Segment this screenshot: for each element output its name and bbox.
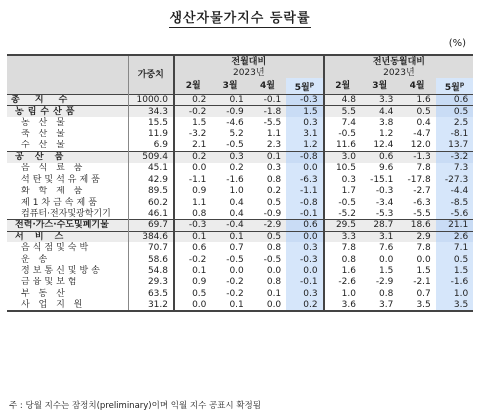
yoy-value-cell: 0.8: [379, 288, 394, 299]
mom-value-cell: 0.5: [249, 231, 286, 242]
table-row: [7, 197, 473, 208]
yoy-value-cell: 7.3: [436, 163, 473, 174]
yoy-value-cell: 1.5: [379, 265, 394, 276]
header-mom-group: 전월대비: [174, 55, 324, 67]
yoy-value-cell: 3.0: [324, 151, 361, 162]
mom-month-header: 5월$^p$: [286, 78, 323, 94]
yoy-value-cell: 1.7: [341, 186, 356, 197]
yoy-value-cell: 5.5: [324, 106, 361, 117]
mom-value-cell: 0.0: [266, 299, 282, 310]
yoy-value-cell: 18.6: [398, 220, 435, 231]
table-row: [7, 174, 473, 185]
mom-value-cell: 0.1: [211, 231, 248, 242]
row-label: 컴퓨터·전자및광학기기: [7, 208, 128, 219]
ppi-table: [7, 54, 473, 312]
row-label: 금융및보험: [7, 277, 128, 288]
mom-value-cell: 0.3: [266, 163, 282, 174]
mom-value-cell: -0.4: [211, 220, 248, 231]
mom-month-header: 4월: [249, 78, 286, 94]
yoy-month-header: 5월$^p$: [436, 78, 473, 94]
yoy-value-cell: 0.0: [379, 254, 394, 265]
mom-value-cell: 0.6: [286, 220, 323, 231]
table-row: [7, 106, 473, 117]
row-label: 농림수산품: [7, 106, 128, 117]
row-label: 정보통신및방송: [7, 265, 128, 276]
mom-value-cell: 0.2: [229, 163, 244, 174]
weight-cell: 58.6: [128, 254, 174, 265]
weight-cell: 6.9: [128, 140, 174, 151]
yoy-value-cell: -4.7: [413, 129, 431, 140]
yoy-value-cell: 3.6: [341, 299, 356, 310]
mom-value-cell: -0.8: [286, 151, 323, 162]
row-label: 석탄및석유제품: [7, 174, 128, 185]
yoy-value-cell: -2.1: [413, 277, 431, 288]
weight-cell: 54.8: [128, 265, 174, 276]
mom-month-header: 2월: [174, 78, 211, 94]
table-row: [7, 163, 473, 174]
yoy-value-cell: 3.1: [361, 231, 398, 242]
yoy-value-cell: 4.8: [324, 94, 361, 105]
mom-value-cell: -5.5: [263, 117, 282, 128]
yoy-value-cell: -4.4: [436, 186, 473, 197]
yoy-value-cell: 10.5: [335, 163, 356, 174]
yoy-value-cell: 3.8: [379, 117, 394, 128]
weight-cell: 509.4: [128, 151, 174, 162]
mom-value-cell: -1.8: [249, 106, 286, 117]
row-label: 제1차금속제품: [7, 197, 128, 208]
mom-value-cell: 0.2: [266, 186, 282, 197]
weight-cell: 15.5: [128, 117, 174, 128]
yoy-value-cell: 1.5: [416, 265, 431, 276]
mom-value-cell: -0.8: [286, 197, 323, 208]
header-blank: [7, 55, 128, 94]
yoy-value-cell: 7.8: [416, 243, 431, 254]
row-label: 사 업 지 원: [7, 299, 128, 310]
mom-value-cell: 0.2: [174, 94, 211, 105]
yoy-value-cell: 1.2: [379, 129, 394, 140]
mom-value-cell: -1.1: [286, 186, 323, 197]
yoy-value-cell: -0.5: [338, 197, 356, 208]
weight-cell: 384.6: [128, 231, 174, 242]
mom-value-cell: 0.5: [266, 197, 282, 208]
mom-value-cell: 0.8: [192, 208, 207, 219]
yoy-value-cell: 13.7: [436, 140, 473, 151]
yoy-value-cell: -5.6: [436, 208, 473, 219]
yoy-value-cell: -1.6: [436, 277, 473, 288]
table-row: [7, 94, 473, 105]
row-label: 전력·가스·수도및폐기물: [7, 220, 128, 231]
mom-value-cell: 0.1: [266, 288, 282, 299]
weight-cell: 42.9: [128, 174, 174, 185]
mom-value-cell: 0.9: [192, 277, 207, 288]
mom-value-cell: 0.1: [192, 265, 207, 276]
mom-value-cell: 2.1: [192, 140, 207, 151]
mom-value-cell: -6.3: [286, 174, 323, 185]
yoy-value-cell: -8.1: [436, 129, 473, 140]
header-yoy-group: 전년동월대비: [324, 55, 474, 67]
yoy-value-cell: 4.4: [361, 106, 398, 117]
table-row: [7, 265, 473, 276]
yoy-value-cell: 0.4: [416, 117, 431, 128]
yoy-value-cell: -2.9: [375, 277, 394, 288]
yoy-value-cell: 0.6: [361, 151, 398, 162]
mom-value-cell: 0.7: [229, 243, 244, 254]
table-row: [7, 254, 473, 265]
mom-value-cell: -1.6: [226, 174, 244, 185]
mom-value-cell: 1.1: [192, 197, 207, 208]
yoy-value-cell: 0.7: [416, 288, 431, 299]
table-row: [7, 186, 473, 197]
table-row: [7, 231, 473, 242]
yoy-value-cell: 9.6: [379, 163, 394, 174]
weight-cell: 63.5: [128, 288, 174, 299]
yoy-value-cell: 1.6: [398, 94, 435, 105]
yoy-value-cell: 7.6: [379, 243, 394, 254]
weight-cell: 46.1: [128, 208, 174, 219]
table-row: [7, 288, 473, 299]
mom-value-cell: 0.4: [229, 208, 244, 219]
yoy-value-cell: 1.6: [341, 265, 356, 276]
yoy-value-cell: 3.5: [436, 299, 473, 310]
mom-value-cell: -0.1: [249, 94, 286, 105]
mom-value-cell: -0.2: [226, 288, 244, 299]
mom-value-cell: 0.0: [286, 231, 323, 242]
mom-value-cell: 0.0: [286, 265, 323, 276]
weight-cell: 89.5: [128, 186, 174, 197]
yoy-value-cell: 29.5: [324, 220, 361, 231]
mom-value-cell: -0.3: [286, 254, 323, 265]
mom-value-cell: -2.9: [249, 220, 286, 231]
mom-value-cell: -0.9: [263, 208, 282, 219]
yoy-value-cell: 28.7: [361, 220, 398, 231]
row-label: 운 송: [7, 254, 128, 265]
yoy-value-cell: 1.0: [341, 288, 356, 299]
table-row: [7, 208, 473, 219]
row-label: 농 산 물: [7, 117, 128, 128]
mom-value-cell: -0.9: [211, 106, 248, 117]
mom-value-cell: 0.5: [192, 288, 207, 299]
weight-cell: 70.7: [128, 242, 174, 253]
weight-cell: 60.2: [128, 197, 174, 208]
mom-value-cell: -0.5: [226, 140, 244, 151]
mom-value-cell: -0.3: [286, 94, 323, 105]
header-weight: 가중치: [128, 55, 174, 94]
mom-value-cell: 0.3: [211, 151, 248, 162]
header-mom-year: 2023년: [174, 67, 324, 78]
yoy-month-header: 3월: [361, 78, 398, 94]
mom-value-cell: 0.0: [286, 163, 323, 174]
footnote: 주 : 당월 지수는 잠정치(preliminary)이며 익월 지수 공표시 확정됨: [9, 401, 261, 411]
mom-value-cell: 0.1: [249, 151, 286, 162]
yoy-value-cell: -27.3: [436, 174, 473, 185]
row-label: 서 비 스: [7, 231, 128, 242]
row-label: 화 학 제 품: [7, 186, 128, 197]
yoy-value-cell: 12.4: [373, 140, 394, 151]
yoy-value-cell: 2.5: [436, 117, 473, 128]
yoy-value-cell: 2.9: [398, 231, 435, 242]
mom-value-cell: 0.3: [286, 288, 323, 299]
yoy-value-cell: 3.3: [361, 94, 398, 105]
mom-value-cell: 0.0: [229, 265, 244, 276]
mom-value-cell: 0.3: [286, 242, 323, 253]
mom-value-cell: 5.2: [229, 129, 244, 140]
mom-value-cell: 1.5: [286, 106, 323, 117]
table-row: [7, 129, 473, 140]
yoy-value-cell: -1.3: [398, 151, 435, 162]
mom-value-cell: 0.3: [286, 117, 323, 128]
yoy-value-cell: -2.6: [338, 277, 356, 288]
mom-value-cell: 0.8: [266, 277, 282, 288]
mom-value-cell: 1.2: [286, 140, 323, 151]
yoy-value-cell: 0.5: [398, 106, 435, 117]
yoy-value-cell: 3.7: [379, 299, 394, 310]
mom-value-cell: 3.1: [286, 129, 323, 140]
weight-cell: 11.9: [128, 129, 174, 140]
mom-value-cell: 0.1: [174, 231, 211, 242]
yoy-value-cell: 0.5: [436, 106, 473, 117]
yoy-value-cell: 3.3: [324, 231, 361, 242]
mom-value-cell: 0.8: [266, 174, 282, 185]
yoy-value-cell: 1.5: [436, 265, 473, 276]
row-label: 음식점및숙박: [7, 242, 128, 253]
yoy-month-header: 4월: [398, 78, 435, 94]
mom-value-cell: 0.1: [229, 299, 244, 310]
weight-cell: 31.2: [128, 299, 174, 310]
weight-cell: 69.7: [128, 220, 174, 231]
mom-value-cell: 2.3: [266, 140, 282, 151]
mom-value-cell: -4.6: [226, 117, 244, 128]
yoy-value-cell: 7.4: [341, 117, 356, 128]
yoy-value-cell: 11.6: [335, 140, 356, 151]
mom-value-cell: -3.2: [188, 129, 207, 140]
yoy-value-cell: 7.8: [341, 243, 356, 254]
row-label: 수 산 물: [7, 140, 128, 151]
yoy-value-cell: 3.5: [416, 299, 431, 310]
table-row: [7, 277, 473, 288]
weight-cell: 29.3: [128, 277, 174, 288]
yoy-value-cell: 7.1: [436, 242, 473, 253]
row-label: 음 식 료 품: [7, 163, 128, 174]
mom-value-cell: 0.0: [192, 163, 207, 174]
mom-value-cell: 1.5: [192, 117, 207, 128]
mom-value-cell: 0.9: [192, 186, 207, 197]
yoy-value-cell: 0.0: [416, 254, 431, 265]
yoy-value-cell: -5.5: [413, 208, 431, 219]
row-label: 부 동 산: [7, 288, 128, 299]
row-label: 총 지 수: [7, 94, 128, 105]
mom-value-cell: 0.6: [192, 243, 207, 254]
yoy-value-cell: 0.3: [341, 174, 356, 185]
yoy-value-cell: -8.5: [436, 197, 473, 208]
mom-value-cell: 0.2: [174, 151, 211, 162]
unit-label: (%): [448, 38, 466, 49]
mom-value-cell: -0.2: [226, 277, 244, 288]
mom-value-cell: -0.2: [174, 106, 211, 117]
yoy-value-cell: -3.4: [375, 197, 394, 208]
table-row: [7, 220, 473, 231]
table-row: [7, 242, 473, 253]
mom-value-cell: 0.8: [266, 243, 282, 254]
yoy-value-cell: 0.8: [341, 254, 356, 265]
table-row: [7, 299, 473, 310]
mom-value-cell: 0.2: [286, 299, 323, 310]
yoy-value-cell: -17.8: [407, 174, 431, 185]
yoy-value-cell: 12.0: [410, 140, 431, 151]
weight-cell: 45.1: [128, 163, 174, 174]
yoy-month-header: 2월: [324, 78, 361, 94]
mom-month-header: 3월: [211, 78, 248, 94]
yoy-value-cell: 21.1: [436, 220, 473, 231]
row-label: 공 산 품: [7, 151, 128, 162]
table-row: [7, 117, 473, 128]
yoy-value-cell: 7.8: [416, 163, 431, 174]
mom-value-cell: -0.3: [174, 220, 211, 231]
yoy-value-cell: -5.2: [338, 208, 356, 219]
mom-value-cell: -0.5: [226, 254, 244, 265]
mom-value-cell: -0.5: [263, 254, 282, 265]
yoy-value-cell: -0.3: [375, 186, 394, 197]
weight-cell: 1000.0: [128, 94, 174, 105]
table-title: 생산자물가지수 등락률: [169, 11, 311, 26]
yoy-value-cell: 0.6: [436, 94, 473, 105]
mom-value-cell: 1.0: [229, 186, 244, 197]
row-label: 축 산 물: [7, 129, 128, 140]
header-yoy-year: 2023년: [324, 67, 474, 78]
mom-value-cell: 0.1: [211, 94, 248, 105]
yoy-value-cell: -5.3: [375, 208, 394, 219]
yoy-value-cell: 1.0: [436, 288, 473, 299]
mom-value-cell: 0.4: [229, 197, 244, 208]
yoy-value-cell: -2.7: [413, 186, 431, 197]
mom-value-cell: -0.1: [286, 277, 323, 288]
table-row: [7, 140, 473, 151]
table-row: [7, 151, 473, 162]
yoy-value-cell: -0.5: [338, 129, 356, 140]
mom-value-cell: 0.0: [192, 299, 207, 310]
mom-value-cell: -0.2: [188, 254, 207, 265]
yoy-value-cell: -6.3: [413, 197, 431, 208]
weight-cell: 34.3: [128, 106, 174, 117]
mom-value-cell: 0.0: [266, 265, 282, 276]
mom-value-cell: -0.1: [286, 208, 323, 219]
yoy-value-cell: 0.5: [436, 254, 473, 265]
yoy-value-cell: -15.1: [370, 174, 394, 185]
yoy-value-cell: 2.6: [436, 231, 473, 242]
mom-value-cell: -1.1: [188, 174, 207, 185]
mom-value-cell: 1.1: [266, 129, 282, 140]
yoy-value-cell: -3.2: [436, 151, 473, 162]
